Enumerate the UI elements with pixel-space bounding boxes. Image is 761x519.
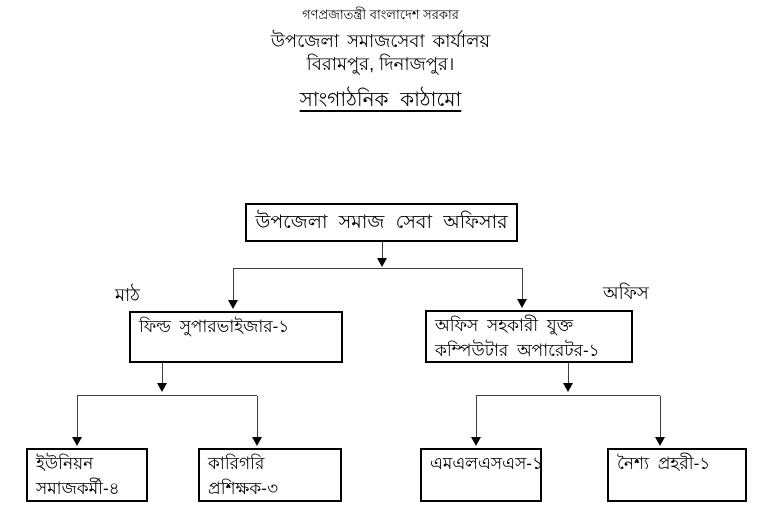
connector-fs-bar	[77, 395, 257, 396]
header-office-line: উপজেলা সমাজসেবা কার্যালয়	[270, 31, 491, 51]
field-supervisor-box	[129, 311, 343, 363]
arrow-down-icon	[471, 437, 481, 446]
connector-oa-bar	[476, 395, 660, 396]
office-assistant-label-line2: কম্পিউটার অপারেটর-১	[435, 341, 600, 360]
night-guard-box	[607, 448, 747, 502]
header-location-line: বিরামপুর, দিনাজপুর।	[306, 54, 455, 74]
technical-instructor-line1: কারিগরি	[208, 454, 265, 473]
arrow-down-icon	[655, 437, 665, 446]
page-title	[0, 85, 761, 118]
office-assistant-box	[425, 310, 633, 363]
org-root-box	[245, 203, 518, 242]
connector-oa-stem	[568, 363, 569, 384]
header-government-line: গণপ্রজাতন্ত্রী বাংলাদেশ সরকার	[302, 7, 459, 22]
technical-instructor-line2: প্রশিক্ষক-৩	[208, 479, 278, 498]
branch-label-field: মাঠ	[115, 285, 140, 305]
connector-fs-right-drop	[257, 396, 258, 438]
page-title-text: সাংগাঠনিক কাঠামো	[299, 89, 462, 111]
technical-instructor-box	[198, 448, 342, 502]
union-social-worker-line1: ইউনিয়ন	[36, 454, 94, 473]
arrow-down-icon	[72, 437, 82, 446]
union-social-worker-box	[26, 448, 148, 502]
connector-fs-left-drop	[77, 396, 78, 438]
connector-oa-right-drop	[660, 396, 661, 438]
arrow-down-icon	[517, 299, 527, 308]
mlss-label: এমএলএসএস-১	[430, 454, 543, 473]
arrow-down-icon	[228, 300, 238, 309]
arrow-down-icon	[157, 383, 167, 392]
field-supervisor-label: ফিল্ড সুপারভাইজার-১	[139, 317, 290, 336]
connector-root-stem	[382, 242, 383, 259]
connector-right-drop	[522, 269, 523, 300]
connector-oa-left-drop	[476, 396, 477, 438]
connector-left-drop	[233, 269, 234, 301]
arrow-down-icon	[563, 383, 573, 392]
office-assistant-label-line1: অফিস সহকারী যুক্ত	[435, 316, 574, 335]
connector-fs-stem	[162, 363, 163, 384]
arrow-down-icon	[377, 258, 387, 267]
branch-label-office: অফিস	[603, 283, 649, 303]
arrow-down-icon	[252, 437, 262, 446]
mlss-box	[420, 448, 542, 502]
org-root-label: উপজেলা সমাজ সেবা অফিসার	[255, 212, 508, 233]
night-guard-label: নৈশ্য প্রহরী-১	[617, 454, 711, 473]
union-social-worker-line2: সমাজকর্মী-৪	[36, 479, 120, 498]
connector-level2-bar	[233, 268, 523, 269]
